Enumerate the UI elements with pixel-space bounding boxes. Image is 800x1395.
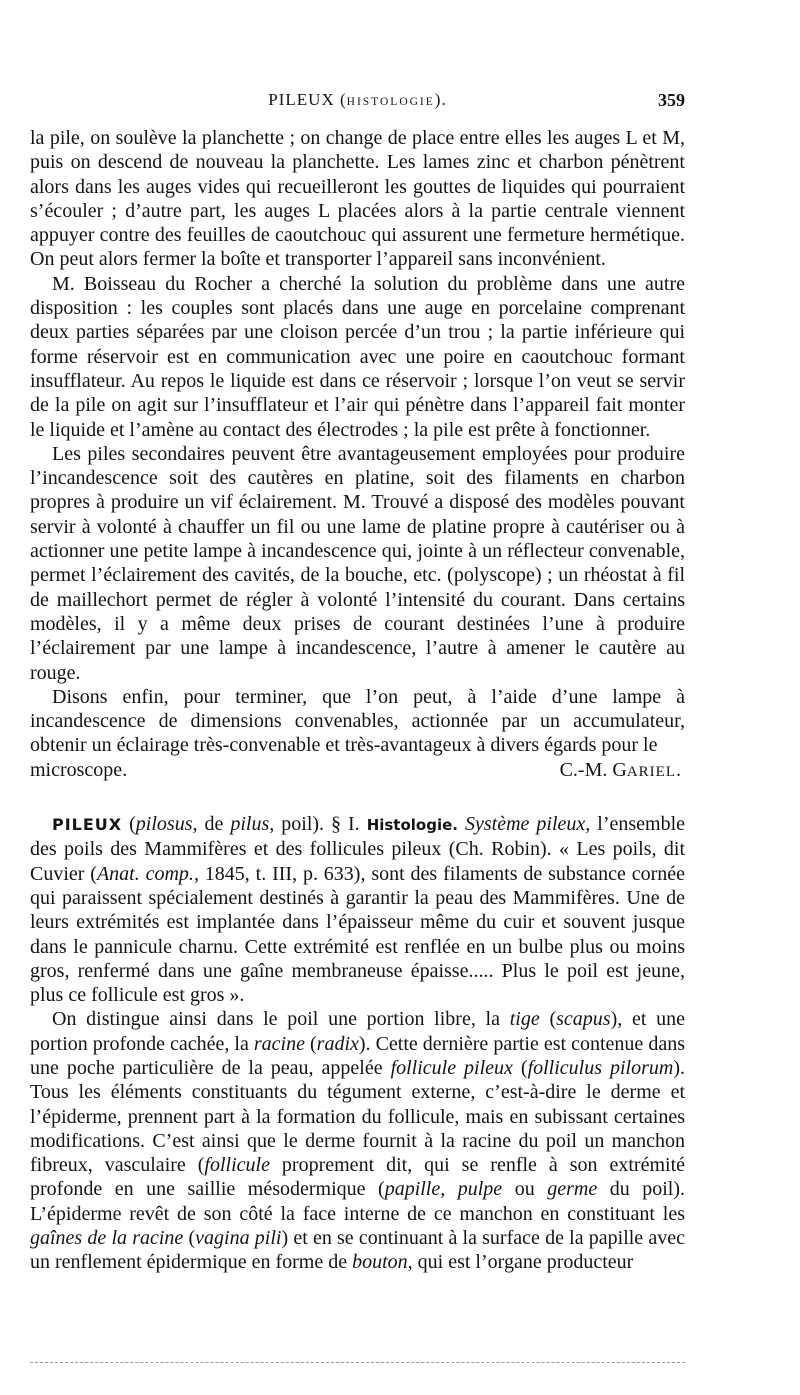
body-text: [30, 126, 685, 1275]
entry-paragraph-1: PILEUX (pilosus, de pilus, poil). § I. Histologie. Système pileux, l’ensemble des poils des Mammifères et des follicules pileux (Ch. Robin). « Les poils, dit Cuvier (Anat. comp., 1845, t. III, p. 633), sont des filaments de substance cornée qui paraissent spécialement destinés à garantir la peau des Mammifères. Une de leurs extrémités est implantée dans l’épaisseur même du cuir et souvent jusque dans le pannicule charnu. Cette extrémité est renflée en un bulbe plus ou moins gros, renfermé dans une gaîne membraneuse épaisse..... Plus le poil est jeune, plus ce follicule est gros ».: [30, 813, 686, 1007]
page-header: [30, 90, 685, 116]
paragraph-4: Disons enfin, pour terminer, que l’on peut, à l’aide d’une lampe à incandescence de dimensions convenables, actionnée par un accumulateur, obtenir un éclairage très-convenable et très-avantageux à divers égards pour le: [30, 685, 685, 757]
entry-headword: PILEUX: [52, 815, 123, 835]
footer-rule: [30, 1362, 685, 1363]
entry-paragraph-2: On distingue ainsi dans le poil une portion libre, la tige (scapus), et une portion profonde cachée, la racine (radix). Cette dernière partie est contenue dans une poche particulière de la peau, appelée follicule pileux (folliculus pilorum). Tous les éléments constituants du tégument externe, c’est-à-dire le derme et l’épiderme, prennent part à la formation du follicule, mais en subissant certaines modifications. C’est ainsi que le derme fournit à la racine du poil un manchon fibreux, vasculaire (follicule proprement dit, qui se renfle à son extrémité profonde en une saillie mésodermique (papille, pulpe ou germe du poil). L’épiderme revêt de son côté la face interne de ce manchon en constituant les gaînes de la racine (vagina pili) et en se continuant à la surface de la papille avec un renflement épidermique en forme de bouton, qui est l’organe producteur: [30, 1008, 686, 1274]
paragraph-2: M. Boisseau du Rocher a cherché la solution du problème dans une autre disposition : les couples sont placés dans une auge en porcelaine comprenant deux parties séparées par une cloison percée d’un trou ; la partie inférieure qui forme réservoir est en communication avec une poire en caoutchouc formant insufflateur. Au repos le liquide est dans ce réservoir ; lorsque l’on veut se servir de la pile on agit sur l’insufflateur et l’air qui pénètre dans l’appareil fait monter le liquide et l’amène au contact des électrodes ; la pile est prête à fonctionner.: [30, 272, 685, 441]
entry-separator: [30, 784, 685, 812]
paragraph-1: la pile, on soulève la planchette ; on change de place entre elles les auges L et M, puis on descend de nouveau la planchette. Les lames zinc et charbon pénètrent alors dans les auges vides qui recueilleront les gouttes de liquides qui pourraient s’écouler ; d’autre part, les auges L placées alors à la partie centrale viennent appuyer contre des feuilles de caoutchouc qui assurent une fermeture hermétique. On peut alors fermer la boîte et transporter l’appareil sans inconvénient.: [30, 127, 685, 271]
signature-line: [30, 758, 685, 784]
paragraph-4-end: microscope.: [30, 758, 128, 781]
running-head: PILEUX (HISTOLOGIE).: [268, 90, 447, 109]
page-number: 359: [658, 90, 685, 110]
paragraph-3: Les piles secondaires peuvent être avantageusement employées pour produire l’incandescence soit des cautères en platine, soit des filaments en charbon propres à produire un vif éclairement. M. Trouvé a disposé des modèles pouvant servir à volonté à chauffer un fil ou une lame de platine propre à cautériser ou à actionner une petite lampe à incandescence qui, jointe à un réflecteur convenable, permet l’éclairement des cavités, de la bouche, etc. (polyscope) ; un rhéostat à fil de maillechort permet de régler à volonté l’intensité du courant. Dans certains modèles, il y a même deux prises de courant destinées l’une à produire l’éclairement par une lampe à incandescence, l’autre à amener le cautère au rouge.: [30, 442, 685, 684]
section-heading: Histologie.: [366, 816, 458, 835]
author-signature: C.-M. GARIEL.: [559, 758, 681, 781]
